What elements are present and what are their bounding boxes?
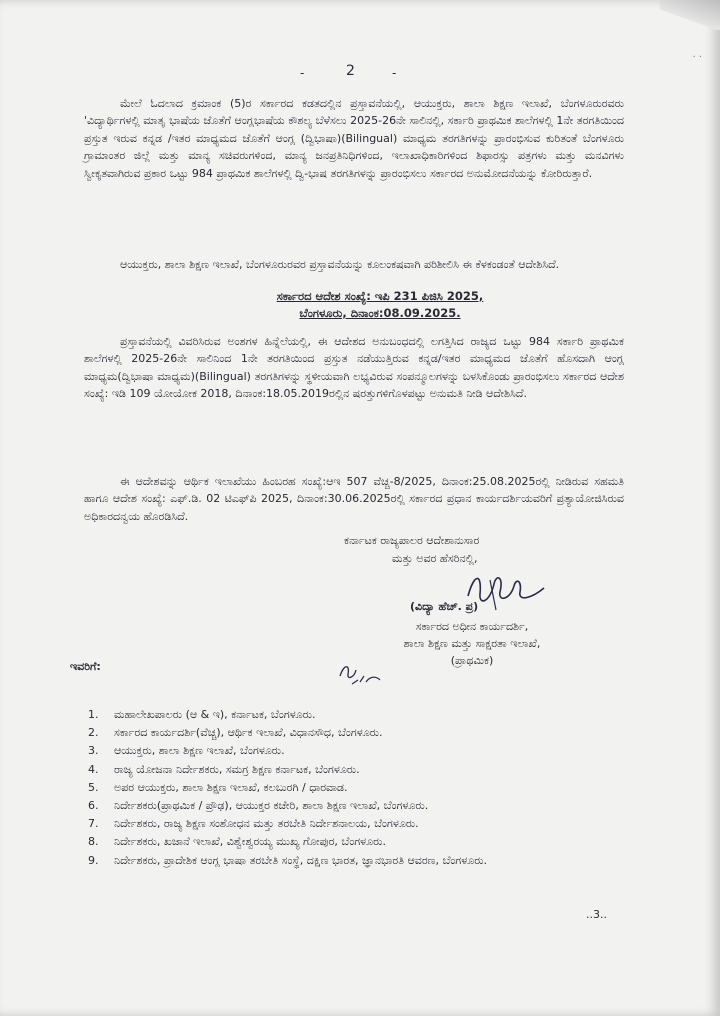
signatory-title xyxy=(372,618,572,669)
order-number: ಸರ್ಕಾರದ ಆದೇಶ ಸಂಖ್ಯೆ: ಇಪಿ 231 ಪಿಜಿಸಿ 2025, xyxy=(276,289,484,303)
scan-speck: · · xyxy=(692,52,702,63)
list-item xyxy=(88,852,628,870)
list-item-number: 2. xyxy=(88,726,99,740)
next-page-marker: ..3.. xyxy=(586,908,607,921)
page-number-dash-left: - xyxy=(300,66,305,80)
signatory-title-line-2: ಶಾಲಾ ಶಿಕ್ಷಣ ಮತ್ತು ಸಾಕ್ಷರತಾ ಇಲಾಖೆ, xyxy=(403,637,541,650)
list-item-text: ಆಯುಕ್ತರು, ಶಾಲಾ ಶಿಕ್ಷಣ ಇಲಾಖೆ, ಬೆಂಗಳೂರು. xyxy=(114,744,285,758)
list-item xyxy=(88,724,628,742)
page-number: 2 xyxy=(346,63,355,79)
list-item-number: 7. xyxy=(88,817,99,831)
signatory-title-line-3: (ಪ್ರಾಥಮಿಕ) xyxy=(450,654,494,667)
signature-line-2: ಮತ್ತು ಅವರ ಹೆಸರಿನಲ್ಲಿ, xyxy=(392,552,478,565)
recipients-list xyxy=(88,706,628,870)
paragraph-order: ಪ್ರಸ್ತಾವನೆಯಲ್ಲಿ ವಿವರಿಸಿರುವ ಅಂಶಗಳ ಹಿನ್ನೆಲೆಯಲ್ಲಿ, ಈ ಆದೇಶದ ಅನುಬಂಧದಲ್ಲಿ ಲಗತ್ತಿಸಿದ ರಾಜ್ಯದ ಒಟ್ಟು 984 ಸರ್ಕಾರಿ ಪ್ರಾಥಮಿಕ ಶಾಲೆಗಳಲ್ಲಿ 2025-26ನೇ ಸಾಲಿನಿಂದ 1ನೇ ತರಗತಿಯಿಂದ ಪ್ರಸ್ತುತ ನಡೆಯುತ್ತಿರುವ ಕನ್ನಡ/ಇತರ ಮಾಧ್ಯಮದ ಜೊತೆಗೆ ಹೊಸದಾಗಿ ಆಂಗ್ಲ ಮಾಧ್ಯಮ(ದ್ವಿಭಾಷಾ ಮಾಧ್ಯಮ)(Bilingual) ತರಗತಿಗಳನ್ನು ಸ್ಥಳೀಯವಾಗಿ ಲಭ್ಯವಿರುವ ಸಂಪನ್ಮೂಲಗಳನ್ನು ಬಳಸಿಕೊಂಡು ಪ್ರಾರಂಭಿಸಲು ಸರ್ಕಾರದ ಆದೇಶ ಸಂಖ್ಯೆ: ಇಡಿ 109 ಯೋಯೋಕ 2018, ದಿನಾಂಕ:18.05.2019ರಲ್ಲಿನ ಷರತ್ತುಗಳಿಗೊಳಪಟ್ಟು ಅನುಮತಿ ನೀಡಿ ಆದೇಶಿಸಿದೆ. xyxy=(84,335,624,401)
page-curl xyxy=(660,0,720,30)
list-item-text: ನಿರ್ದೇಶಕರು(ಪ್ರಾಥಮಿಕ / ಪ್ರೌಢ), ಆಯುಕ್ತರ ಕಚೇರಿ, ಶಾಲಾ ಶಿಕ್ಷಣ ಇಲಾಖೆ, ಬೆಂಗಳೂರು. xyxy=(114,799,429,813)
signatory-name: (ವಿದ್ಯಾ ಹೆಚ್. ಪ್ರ) xyxy=(410,600,479,613)
list-item-number: 8. xyxy=(88,835,99,849)
list-item xyxy=(88,761,628,779)
list-item-number: 9. xyxy=(88,853,99,867)
order-heading xyxy=(150,288,610,322)
list-item-number: 4. xyxy=(88,762,99,776)
paragraph-proposal: ಮೇಲೆ ಓದಲಾದ ಕ್ರಮಾಂಕ (5)ರ ಸರ್ಕಾರದ ಕಡತದಲ್ಲಿನ ಪ್ರಸ್ತಾವನೆಯಲ್ಲಿ, ಆಯುಕ್ತರು, ಶಾಲಾ ಶಿಕ್ಷಣ ಇಲಾಖೆ, ಬೆಂಗಳೂರುರವರು 'ವಿದ್ಯಾರ್ಥಿಗಳಲ್ಲಿ ಮಾತೃ ಭಾಷೆಯ ಜೊತೆಗೆ ಆಂಗ್ಲಭಾಷೆಯ ಕೌಶಲ್ಯ ಬೆಳೆಸಲು 2025-26ನೇ ಸಾಲಿನಲ್ಲಿ, ಸರ್ಕಾರಿ ಪ್ರಾಥಮಿಕ ಶಾಲೆಗಳಲ್ಲಿ 1ನೇ ತರಗತಿಯಿಂದ ಪ್ರಸ್ತುತ ಇರುವ ಕನ್ನಡ /ಇತರ ಮಾಧ್ಯಮದ ಜೊತೆಗೆ ಆಂಗ್ಲ (ದ್ವಿಭಾಷಾ)(Bilingual) ಮಾಧ್ಯಮ ತರಗತಿಗಳನ್ನು ಪ್ರಾರಂಭಿಸುವ ಕುರಿತಂತೆ ಬೆಂಗಳೂರು ಗ್ರಾಮಾಂತರ ಜಿಲ್ಲೆ ಮತ್ತು ಮಾನ್ಯ ಸಚಿವರುಗಳಿಂದ, ಮಾನ್ಯ ಜನಪ್ರತಿನಿಧಿಗಳಿಂದ, ಇಲಾಖಾಧಿಕಾರಿಗಳಿಂದ ಶಿಫಾರಸ್ಸು ಪತ್ರಗಳು ಮತ್ತು ಮನವಿಗಳು ಸ್ವೀಕೃತವಾಗಿರುವ ಪ್ರಕಾರ ಒಟ್ಟು 984 ಪ್ರಾಥಮಿಕ ಶಾಲೆಗಳಲ್ಲಿ ದ್ವಿ-ಭಾಷ ತರಗತಿಗಳನ್ನು ಪ್ರಾರಂಭಿಸಲು ಸರ್ಕಾರದ ಅನುಮೋದನೆಯನ್ನು ಕೋರಿರುತ್ತಾರೆ. xyxy=(84,97,624,180)
list-item-text: ನಿರ್ದೇಶಕರು, ರಾಜ್ಯ ಶಿಕ್ಷಣ ಸಂಶೋಧನ ಮತ್ತು ತರಬೇತಿ ನಿರ್ದೇಶನಾಲಯ, ಬೆಂಗಳೂರು. xyxy=(114,817,419,831)
paragraph-review: ಆಯುಕ್ತರು, ಶಾಲಾ ಶಿಕ್ಷಣ ಇಲಾಖೆ, ಬೆಂಗಳೂರುರವರ ಪ್ರಸ್ತಾವನೆಯನ್ನು ಕೂಲಂಕಷವಾಗಿ ಪರಿಶೀಲಿಸಿ ಈ ಕೆಳಕಂಡಂತೆ ಆದೇಶಿಸಿದೆ. xyxy=(120,258,560,271)
list-item-text: ಅಪರ ಆಯುಕ್ತರು, ಶಾಲಾ ಶಿಕ್ಷಣ ಇಲಾಖೆ, ಕಲಬುರಗಿ / ಧಾರವಾಡ. xyxy=(114,780,348,794)
signature-line-1: ಕರ್ನಾಟಕ ರಾಜ್ಯಪಾಲರ ಆದೇಶಾನುಸಾರ xyxy=(344,534,480,547)
list-item-number: 1. xyxy=(88,708,99,721)
list-item-text: ನಿರ್ದೇಶಕರು, ಖಜಾನೆ ಇಲಾಖೆ, ವಿಶ್ವೇಶ್ವರಯ್ಯ ಮುಖ್ಯ ಗೋಪುರ, ಬೆಂಗಳೂರು. xyxy=(114,835,386,849)
list-item xyxy=(88,706,628,724)
handwritten-initials xyxy=(336,658,386,688)
signatory-title-line-1: ಸರ್ಕಾರದ ಅಧೀನ ಕಾರ್ಯದರ್ಶಿ, xyxy=(415,620,529,633)
paragraph-authority: ಈ ಆದೇಶವನ್ನು ಆರ್ಥಿಕ ಇಲಾಖೆಯು ಹಿಂಬರಹ ಸಂಖ್ಯೆ:ಆಇ 507 ವೆಚ್ಚ-8/2025, ದಿನಾಂಕ:25.08.2025ರಲ್ಲಿ ನೀಡಿರುವ ಸಹಮತಿ ಹಾಗೂ ಆದೇಶ ಸಂಖ್ಯೆ: ಎಫ್.ಡಿ. 02 ಟಿಎಫ್‌ಪಿ 2025, ದಿನಾಂಕ:30.06.2025ರಲ್ಲಿ ಸರ್ಕಾರದ ಪ್ರಧಾನ ಕಾರ್ಯದರ್ಶಿಯವರಿಗೆ ಪ್ರತ್ಯಾಯೋಜಿಸಿರುವ ಅಧಿಕಾರದನ್ವಯ ಹೊರಡಿಸಿದೆ. xyxy=(84,475,624,523)
list-item-text: ಸರ್ಕಾರದ ಕಾರ್ಯದರ್ಶಿ(ವೆಚ್ಚ), ಆರ್ಥಿಕ ಇಲಾಖೆ, ವಿಧಾನಸೌಧ, ಬೆಂಗಳೂರು. xyxy=(114,726,383,740)
recipients-heading: ಇವರಿಗೆ: xyxy=(70,660,101,673)
order-date: ಬೆಂಗಳೂರು, ದಿನಾಂಕ:08.09.2025. xyxy=(299,306,461,320)
list-item xyxy=(88,815,628,833)
list-item-number: 6. xyxy=(88,799,99,813)
list-item xyxy=(88,833,628,851)
page-number-dash-right: - xyxy=(392,66,397,80)
list-item-text: ನಿರ್ದೇಶಕರು, ಪ್ರಾದೇಶಿಕ ಆಂಗ್ಲ ಭಾಷಾ ತರಬೇತಿ ಸಂಸ್ಥೆ, ದಕ್ಷಿಣ ಭಾರತ, ಜ್ಞಾನಭಾರತಿ ಆವರಣ, ಬೆಂಗಳೂರು. xyxy=(114,853,488,867)
list-item-number: 5. xyxy=(88,780,99,794)
list-item xyxy=(88,742,628,760)
list-item-text: ರಾಜ್ಯ ಯೋಜನಾ ನಿರ್ದೇಶಕರು, ಸಮಗ್ರ ಶಿಕ್ಷಣ ಕರ್ನಾಟಕ, ಬೆಂಗಳೂರು. xyxy=(114,762,360,776)
list-item xyxy=(88,797,628,815)
list-item-text: ಮಹಾಲೇಖಪಾಲರು (ಆ & ಇ), ಕರ್ನಾಟಕ, ಬೆಂಗಳೂರು. xyxy=(114,708,316,721)
list-item xyxy=(88,779,628,797)
list-item-number: 3. xyxy=(88,744,99,758)
